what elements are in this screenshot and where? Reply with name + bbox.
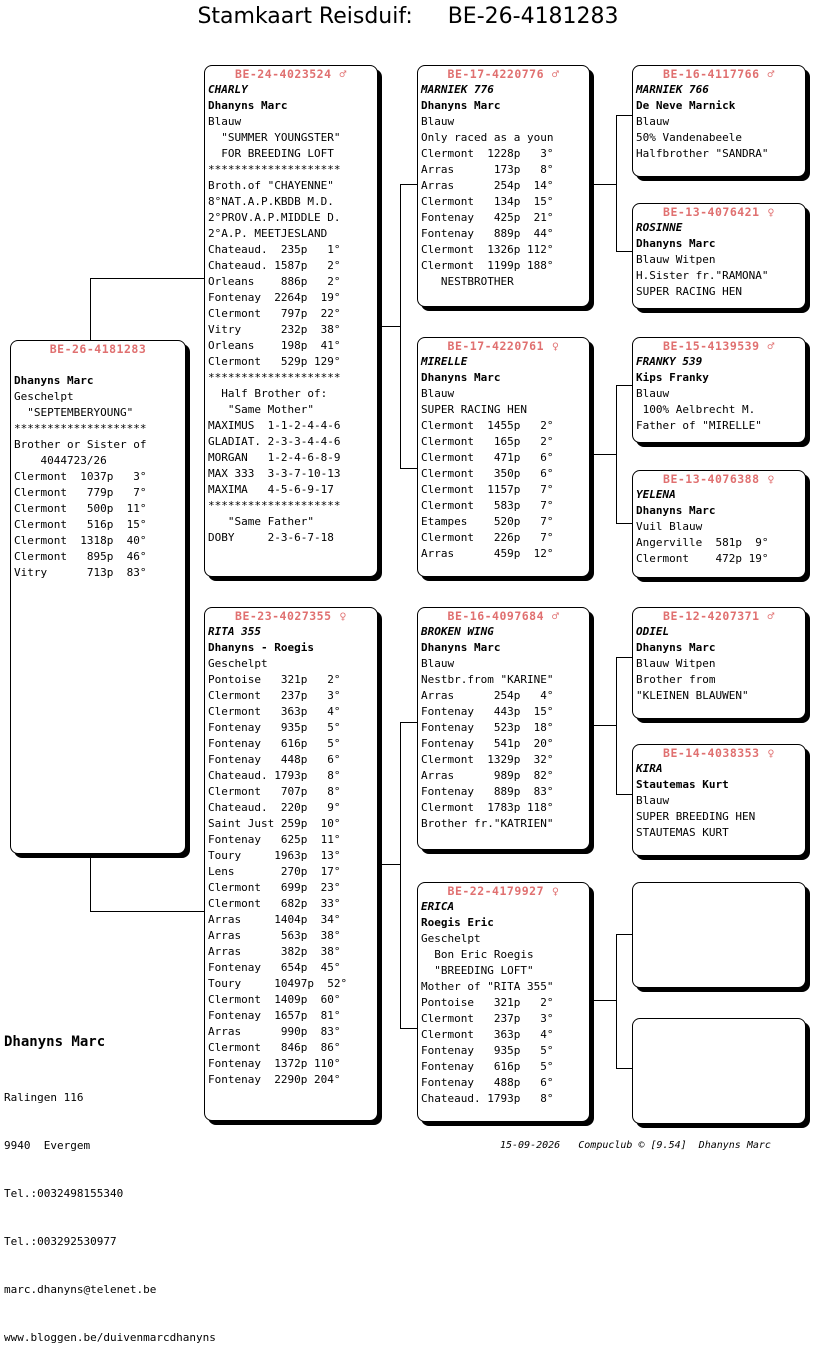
ring-number	[418, 883, 589, 899]
pigeon-name: RITA 355	[208, 625, 261, 638]
info-line: Vitry 232p 38°	[208, 323, 341, 336]
info-line: Fontenay 1657p 81°	[208, 1009, 341, 1022]
connector-fm-fmm	[616, 523, 633, 524]
ring-number	[418, 66, 589, 82]
info-line: Brother from	[636, 673, 716, 686]
connector-main-mother-h	[90, 911, 204, 912]
ring-number-text: BE-17-4220761	[447, 339, 545, 353]
info-line: MAXIMA 4-5-6-9-17	[208, 483, 334, 496]
info-line: Arras 173p 8°	[421, 163, 554, 176]
info-line: Orleans 198p 41°	[208, 339, 341, 352]
info-line: "Same Mother"	[208, 403, 314, 416]
owner-name: Stautemas Kurt	[636, 778, 729, 791]
info-line: Geschelpt	[421, 932, 481, 945]
footer-owner-name: Dhanyns Marc	[4, 1034, 106, 1050]
footer-email: marc.dhanyns@telenet.be	[4, 1283, 157, 1296]
male-symbol-icon: ♂	[339, 67, 347, 81]
info-line: Angerville 581p 9°	[636, 536, 769, 549]
info-line: 2°A.P. MEETJESLAND	[208, 227, 328, 240]
info-line: Fontenay 2264p 19°	[208, 291, 341, 304]
ring-number-text: BE-13-4076388	[663, 472, 760, 486]
pedigree-card-mff	[632, 607, 806, 719]
connector-ff-ffm	[616, 251, 633, 252]
info-line: Clermont 1455p 2°	[421, 419, 554, 432]
footer-phone: Tel.:003292530977	[4, 1235, 117, 1248]
info-line: Blauw	[636, 794, 670, 807]
connector-mother-mm	[400, 1028, 417, 1029]
pigeon-name: CHARLY	[208, 83, 248, 96]
info-line: Fontenay 425p 21°	[421, 211, 554, 224]
info-line: Clermont 1228p 3°	[421, 147, 554, 160]
info-line: Fontenay 616p 5°	[421, 1060, 554, 1073]
info-line: STAUTEMAS KURT	[636, 826, 729, 839]
info-line: Clermont 529p 129°	[208, 355, 341, 368]
info-line: Clermont 682p 33°	[208, 897, 341, 910]
info-line: Clermont 1326p 112°	[421, 243, 554, 256]
connector-mother-mf	[400, 722, 417, 723]
info-line: Half Brother of:	[208, 387, 328, 400]
info-line: ********************	[208, 371, 341, 384]
info-line: SUPER BREEDING HEN	[636, 810, 756, 823]
info-line: Clermont 779p 7°	[14, 486, 147, 499]
owner-name: Dhanyns Marc	[636, 504, 716, 517]
pedigree-card-father	[204, 65, 378, 577]
info-line: SUPER RACING HEN	[636, 285, 742, 298]
male-symbol-icon: ♂	[767, 339, 775, 353]
pedigree-card-fmf	[632, 337, 806, 443]
info-line: Clermont 797p 22°	[208, 307, 341, 320]
info-line: Clermont 237p 3°	[208, 689, 341, 702]
owner-name: Kips Franky	[636, 371, 709, 384]
info-line: 100% Aelbrecht M.	[636, 403, 756, 416]
ring-number	[633, 338, 805, 354]
info-line: Chateaud. 1793p 8°	[208, 769, 341, 782]
info-line: ********************	[208, 499, 341, 512]
ring-number	[633, 66, 805, 82]
connector-mother-h	[380, 864, 401, 865]
footer-address-line: 9940 Evergem	[4, 1139, 91, 1152]
info-line: Clermont 165p 2°	[421, 435, 554, 448]
connector-mm-mmm	[616, 1068, 633, 1069]
ring-number	[205, 608, 377, 624]
info-line: Clermont 226p 7°	[421, 531, 554, 544]
owner-name: Dhanyns Marc	[14, 374, 94, 387]
owner-name: De Neve Marnick	[636, 99, 736, 112]
info-line: Clermont 1409p 60°	[208, 993, 341, 1006]
info-line: Fontenay 2290p 204°	[208, 1073, 341, 1086]
info-line: Clermont 1783p 118°	[421, 801, 554, 814]
info-line: Pontoise 321p 2°	[421, 996, 554, 1009]
owner-name: Dhanyns Marc	[636, 237, 716, 250]
info-line: Clermont 350p 6°	[421, 467, 554, 480]
info-line: Chateaud. 1793p 8°	[421, 1092, 554, 1105]
connector-mf-mfm	[616, 794, 633, 795]
info-line: Clermont 1037p 3°	[14, 470, 147, 483]
info-line: Chateaud. 1587p 2°	[208, 259, 341, 272]
info-line: "SUMMER YOUNGSTER"	[208, 131, 341, 144]
pigeon-name: MARNIEK 766	[636, 83, 709, 96]
info-line: Father of "MIRELLE"	[636, 419, 762, 432]
connector-father-fm	[400, 468, 417, 469]
pigeon-name: MARNIEK 776	[421, 83, 494, 96]
connector-main-father-h	[90, 278, 204, 279]
female-symbol-icon: ♀	[767, 472, 775, 486]
info-line: Geschelpt	[14, 390, 74, 403]
info-line: Arras 382p 38°	[208, 945, 341, 958]
info-line: Arras 254p 14°	[421, 179, 554, 192]
ring-number	[418, 338, 589, 354]
info-line: Arras 1404p 34°	[208, 913, 341, 926]
info-line: Blauw Witpen	[636, 657, 716, 670]
info-line: FOR BREEDING LOFT	[208, 147, 334, 160]
ring-number-text: BE-24-4023524	[235, 67, 332, 81]
ring-number-text: BE-22-4179927	[447, 884, 545, 898]
info-line: Fontenay 616p 5°	[208, 737, 341, 750]
info-line: Halfbrother "SANDRA"	[636, 147, 769, 160]
female-symbol-icon: ♀	[767, 746, 775, 760]
owner-name: Roegis Eric	[421, 916, 494, 929]
connector-mm-mmf	[616, 934, 633, 935]
info-line: Clermont 1329p 32°	[421, 753, 554, 766]
info-line: ********************	[208, 163, 341, 176]
info-line: SUPER RACING HEN	[421, 403, 527, 416]
info-line: Clermont 363p 4°	[208, 705, 341, 718]
pedigree-card-father-mother	[417, 337, 590, 577]
footer-phone: Tel.:0032498155340	[4, 1187, 124, 1200]
info-line: "SEPTEMBERYOUNG"	[14, 406, 134, 419]
owner-name: Dhanyns - Roegis	[208, 641, 314, 654]
info-line: Arras 563p 38°	[208, 929, 341, 942]
female-symbol-icon: ♀	[552, 884, 560, 898]
spacer	[14, 357, 185, 373]
owner-name: Dhanyns Marc	[421, 99, 501, 112]
pedigree-card-ffm	[632, 203, 806, 309]
info-line: Arras 254p 4°	[421, 689, 554, 702]
ring-number-text: BE-12-4207371	[663, 609, 760, 623]
pigeon-name: BROKEN WING	[421, 625, 494, 638]
info-line: Orleans 886p 2°	[208, 275, 341, 288]
info-line: "KLEINEN BLAUWEN"	[636, 689, 749, 702]
info-line: DOBY 2-3-6-7-18	[208, 531, 334, 544]
info-line: Clermont 699p 23°	[208, 881, 341, 894]
info-line: Clermont 1157p 7°	[421, 483, 554, 496]
ring-number	[11, 341, 185, 357]
footer-website: www.bloggen.be/duivenmarcdhanyns	[4, 1331, 216, 1344]
pigeon-name: ERICA	[421, 900, 455, 913]
info-line: 2°PROV.A.P.MIDDLE D.	[208, 211, 341, 224]
info-line: Fontenay 443p 15°	[421, 705, 554, 718]
ring-number	[633, 471, 805, 487]
male-symbol-icon: ♂	[552, 67, 560, 81]
info-line: Vitry 713p 83°	[14, 566, 147, 579]
info-line: Fontenay 541p 20°	[421, 737, 554, 750]
pedigree-card-main	[10, 340, 186, 854]
info-line: Bon Eric Roegis	[421, 948, 534, 961]
info-line: Blauw	[636, 387, 670, 400]
owner-name: Dhanyns Marc	[636, 641, 716, 654]
info-line: Saint Just 259p 10°	[208, 817, 341, 830]
ring-number-text: BE-23-4027355	[235, 609, 332, 623]
info-line: NESTBROTHER	[421, 275, 514, 288]
pigeon-name: FRANKY 539	[636, 355, 703, 368]
connector-main-mother-v	[90, 852, 91, 912]
info-line: Pontoise 321p 2°	[208, 673, 341, 686]
footer-address-line: Ralingen 116	[4, 1091, 84, 1104]
info-line: Blauw Witpen	[636, 253, 716, 266]
ring-number	[205, 66, 377, 82]
info-line: Chateaud. 235p 1°	[208, 243, 341, 256]
info-line: Clermont 363p 4°	[421, 1028, 554, 1041]
connector-ff-v	[616, 115, 617, 251]
connector-main-father-v	[90, 278, 91, 340]
info-line: Blauw	[421, 387, 455, 400]
info-line: Blauw	[421, 657, 455, 670]
info-line: Brother or Sister of	[14, 438, 147, 451]
ring-number	[633, 745, 805, 761]
pigeon-name: KIRA	[636, 762, 663, 775]
info-line: Arras 989p 82°	[421, 769, 554, 782]
male-symbol-icon: ♂	[767, 609, 775, 623]
info-line: Clermont 583p 7°	[421, 499, 554, 512]
connector-fm-h	[592, 454, 617, 455]
ring-number	[418, 608, 589, 624]
info-line: Blauw	[636, 115, 670, 128]
info-line: ********************	[14, 422, 147, 435]
info-line: Clermont 707p 8°	[208, 785, 341, 798]
info-line: Toury 1963p 13°	[208, 849, 341, 862]
info-line: Clermont 134p 15°	[421, 195, 554, 208]
pedigree-card-father-father	[417, 65, 590, 307]
info-line: Fontenay 488p 6°	[421, 1076, 554, 1089]
info-line: 4044723/26	[14, 454, 107, 467]
pedigree-card-mother-father	[417, 607, 590, 850]
info-line: Clermont 472p 19°	[636, 552, 769, 565]
ring-number-text: BE-16-4117766	[663, 67, 760, 81]
pigeon-name: MIRELLE	[421, 355, 468, 368]
info-line: Nestbr.from "KARINE"	[421, 673, 554, 686]
ring-number-text: BE-14-4038353	[663, 746, 760, 760]
footer-address	[4, 1058, 216, 1362]
male-symbol-icon: ♂	[552, 609, 560, 623]
ring-number-text: BE-16-4097684	[447, 609, 545, 623]
pedigree-card-mother-mother	[417, 882, 590, 1122]
female-symbol-icon: ♀	[767, 205, 775, 219]
info-line: Clermont 237p 3°	[421, 1012, 554, 1025]
info-line: Fontenay 625p 11°	[208, 833, 341, 846]
footer-credit: 15-09-2026 Compuclub © [9.54] Dhanyns Marc	[500, 1140, 771, 1151]
connector-ff-fff	[616, 115, 633, 116]
info-line: Arras 990p 83°	[208, 1025, 341, 1038]
info-line: Clermont 1199p 188°	[421, 259, 554, 272]
info-line: Fontenay 889p 44°	[421, 227, 554, 240]
info-line: "BREEDING LOFT"	[421, 964, 534, 977]
page-title: Stamkaart Reisduif: BE-26-4181283	[197, 4, 619, 29]
connector-mm-v	[616, 934, 617, 1068]
owner-name: Dhanyns Marc	[421, 641, 501, 654]
pedigree-card-mother	[204, 607, 378, 1121]
info-line: Clermont 895p 46°	[14, 550, 147, 563]
connector-mm-h	[592, 1000, 617, 1001]
female-symbol-icon: ♀	[339, 609, 347, 623]
info-line: Arras 459p 12°	[421, 547, 554, 560]
info-line: Fontenay 889p 83°	[421, 785, 554, 798]
info-line: MAX 333 3-3-7-10-13	[208, 467, 341, 480]
info-line: Fontenay 1372p 110°	[208, 1057, 341, 1070]
ring-number-text: BE-15-4139539	[663, 339, 760, 353]
owner-name: Dhanyns Marc	[208, 99, 288, 112]
pigeon-name: ODIEL	[636, 625, 670, 638]
info-line: Clermont 500p 11°	[14, 502, 147, 515]
ring-number	[633, 204, 805, 220]
info-line: Fontenay 935p 5°	[208, 721, 341, 734]
pedigree-card-mmm-empty	[632, 1018, 806, 1124]
pigeon-name: ROSINNE	[636, 221, 683, 234]
female-symbol-icon: ♀	[552, 339, 560, 353]
info-line: Clermont 516p 15°	[14, 518, 147, 531]
ring-number-text: BE-17-4220776	[447, 67, 545, 81]
male-symbol-icon: ♂	[767, 67, 775, 81]
info-line: Only raced as a youn	[421, 131, 554, 144]
info-line: Blauw	[208, 115, 242, 128]
info-line: Broth.of "CHAYENNE"	[208, 179, 334, 192]
info-line: Blauw	[421, 115, 455, 128]
info-line: Fontenay 448p 6°	[208, 753, 341, 766]
connector-mf-mff	[616, 657, 633, 658]
info-line: H.Sister fr."RAMONA"	[636, 269, 769, 282]
info-line: Fontenay 935p 5°	[421, 1044, 554, 1057]
info-line: MAXIMUS 1-1-2-4-4-6	[208, 419, 341, 432]
info-line: Geschelpt	[208, 657, 268, 670]
info-line: Brother fr."KATRIEN"	[421, 817, 554, 830]
info-line: MORGAN 1-2-4-6-8-9	[208, 451, 341, 464]
ring-number-text: BE-13-4076421	[663, 205, 760, 219]
pedigree-card-fff	[632, 65, 806, 177]
connector-father-h	[380, 326, 401, 327]
info-line: Mother of "RITA 355"	[421, 980, 554, 993]
pigeon-name: YELENA	[636, 488, 676, 501]
connector-ff-h	[592, 184, 617, 185]
info-line: Chateaud. 220p 9°	[208, 801, 341, 814]
ring-number	[633, 608, 805, 624]
info-line: Clermont 471p 6°	[421, 451, 554, 464]
info-line: Clermont 846p 86°	[208, 1041, 341, 1054]
connector-fm-fmf	[616, 385, 633, 386]
info-line: Toury 10497p 52°	[208, 977, 348, 990]
info-line: Fontenay 523p 18°	[421, 721, 554, 734]
info-line: Clermont 1318p 40°	[14, 534, 147, 547]
info-line: 8°NAT.A.P.KBDB M.D.	[208, 195, 334, 208]
connector-mother-v	[400, 722, 401, 1028]
info-line: Lens 270p 17°	[208, 865, 341, 878]
info-line: Vuil Blauw	[636, 520, 703, 533]
info-line: 50% Vandenabeele	[636, 131, 742, 144]
pedigree-card-mmf-empty	[632, 882, 806, 988]
owner-name: Dhanyns Marc	[421, 371, 501, 384]
info-line: GLADIAT. 2-3-3-4-4-6	[208, 435, 341, 448]
info-line: Etampes 520p 7°	[421, 515, 554, 528]
connector-mf-h	[592, 725, 617, 726]
info-line: "Same Father"	[208, 515, 314, 528]
connector-father-ff	[400, 184, 417, 185]
pedigree-card-fmm	[632, 470, 806, 578]
pedigree-card-mfm	[632, 744, 806, 856]
ring-number-text: BE-26-4181283	[49, 342, 147, 356]
info-line: Fontenay 654p 45°	[208, 961, 341, 974]
